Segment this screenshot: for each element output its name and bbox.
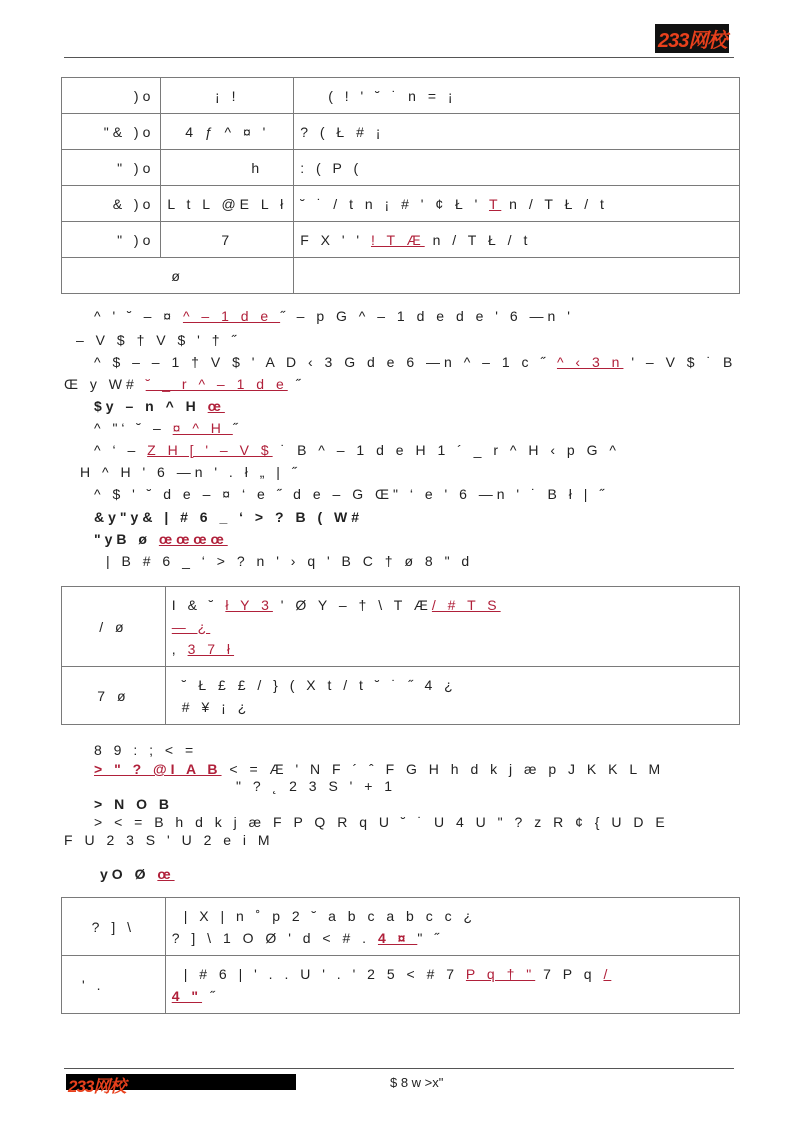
doc-link[interactable]: ! T Æ xyxy=(370,231,425,248)
table-cell: 7 ø xyxy=(62,667,166,725)
doc-link[interactable]: — ¿ xyxy=(171,618,211,635)
info-table xyxy=(61,77,740,294)
doc-link[interactable]: ^ – 1 d e xyxy=(182,308,281,324)
table-row xyxy=(62,667,740,725)
doc-link[interactable]: 4 " xyxy=(171,987,203,1004)
doc-link[interactable]: œœœœ xyxy=(158,531,228,547)
table-cell: ˘ ˙ / t n ¡ # ' ¢ Ł ' T n / T Ł / t xyxy=(294,186,740,222)
table-cell: " )o xyxy=(62,150,161,186)
table-cell: ? ( Ł # ¡ xyxy=(294,114,740,150)
doc-link[interactable]: 3 7 ł xyxy=(187,640,235,657)
table-cell: : ( P ( xyxy=(294,150,740,186)
table-cell: ˘ Ł £ £ / } ( X t / t ˘ ˙ ˝ 4 ¿ # ¥ ¡ ¿ xyxy=(165,667,739,725)
paragraph-line: H ^ H ' 6 —n ' . ł „ | ˝ xyxy=(80,464,301,480)
table-row xyxy=(62,956,740,1014)
table-cell: L t L @E L ł xyxy=(161,186,294,222)
doc-link[interactable]: / # T S xyxy=(431,596,501,613)
summary-table xyxy=(61,897,740,1014)
table-cell: / ø xyxy=(62,587,166,667)
detail-table xyxy=(61,586,740,725)
doc-link[interactable]: œ xyxy=(157,866,175,882)
table-cell: I & ˘ ł Y 3 ' Ø Y – † \ T Æ/ # T S — ¿ , 3 7 ł xyxy=(165,587,739,667)
doc-link[interactable]: / xyxy=(603,965,612,982)
table-cell: ? ] \ xyxy=(62,898,166,956)
paragraph-line: " ? ˛ 2 3 S ' + 1 xyxy=(236,778,397,794)
table-row xyxy=(62,222,740,258)
table-cell xyxy=(294,258,740,294)
paragraph-line: – V $ † V $ ' † ˝ xyxy=(76,332,241,348)
doc-link[interactable]: ¤ ^ H xyxy=(172,420,233,436)
table-cell: "& )o xyxy=(62,114,161,150)
paragraph-line: > < = B h d k j æ F P Q R q U ˘ ˙ U 4 U " ? z R ¢ { U D E xyxy=(94,814,669,830)
paragraph-line: ^ ' ˘ – ¤ ^ – 1 d e ˝ – p G ^ – 1 d e d e ' 6 —n ' xyxy=(94,308,574,324)
paragraph-line: > N O B xyxy=(94,796,173,812)
table-cell: " )o xyxy=(62,222,161,258)
doc-link[interactable]: œ xyxy=(207,398,225,414)
table-cell: 7 xyxy=(161,222,294,258)
paragraph-line: | B # 6 _ ‘ > ? n ' › q ' B C † ø 8 " d xyxy=(106,553,474,569)
table-cell: & )o xyxy=(62,186,161,222)
paragraph-line: &y"y& | # 6 _ ‘ > ? B ( W# xyxy=(94,509,363,525)
paragraph-line: F U 2 3 S ' U 2 e i M xyxy=(64,832,274,848)
paragraph-line: ^ "‘ ˘ – ¤ ^ H ˝ xyxy=(94,420,242,436)
table-cell: F X ' ' ! T Æ n / T Ł / t xyxy=(294,222,740,258)
paragraph-line: ^ $ ' ˘ d e – ¤ ‘ e ˝ d e – G Œ" ‘ e ' 6 —n ' ˙ B ł | ˝ xyxy=(94,486,608,502)
header-rule xyxy=(64,57,734,58)
table-row xyxy=(62,258,740,294)
table-cell: ( ! ' ˘ ˙ n = ¡ xyxy=(294,78,740,114)
doc-link[interactable]: Z H [ ' – V $ xyxy=(147,442,273,458)
paragraph-line: ^ ‘ – Z H [ ' – V $ ˙ B ^ – 1 d e H 1 ´ _ r ^ H ‹ p G ^ xyxy=(94,442,620,458)
doc-link[interactable]: ˘ _ r ^ – 1 d e xyxy=(145,376,288,392)
table-cell: ø xyxy=(62,258,294,294)
paragraph-line: > " ? @I A B < = Æ ' N F ´ ˆ F G H h d k j æ p J K K L M xyxy=(94,761,665,777)
table-row xyxy=(62,587,740,667)
table-cell: h xyxy=(161,150,294,186)
paragraph-line: Œ y W# ˘ _ r ^ – 1 d e ˝ xyxy=(64,376,305,392)
doc-link[interactable]: 4 ¤ xyxy=(377,929,418,946)
table-row xyxy=(62,186,740,222)
table-cell: | X | n ˚ p 2 ˘ a b c a b c c ¿ ? ] \ 1 O Ø ' d < # . 4 ¤ " ˝ xyxy=(165,898,739,956)
paragraph-line: "yB ø œœœœ xyxy=(94,531,228,547)
paragraph-line: 8 9 : ; < = xyxy=(94,742,198,758)
doc-link[interactable]: ł Y 3 xyxy=(225,596,273,613)
paragraph-line: $y – n ^ H œ xyxy=(94,398,225,414)
footer-logo: 233网校 xyxy=(68,1077,126,1096)
table-cell: )o xyxy=(62,78,161,114)
doc-link[interactable]: T xyxy=(488,195,502,212)
table-cell: ¡ ! xyxy=(161,78,294,114)
section-heading: yO Ø œ xyxy=(100,866,175,882)
page-number: $ 8 w >x" xyxy=(390,1075,444,1090)
table-row xyxy=(62,114,740,150)
doc-link[interactable]: ^ ‹ 3 n xyxy=(556,354,624,370)
brand-logo: 233网校 xyxy=(655,24,729,53)
paragraph-line: ^ $ – – 1 † V $ ' A D ‹ 3 G d e 6 —n ^ – 1 c ˝ ^ ‹ 3 n ' – V $ ˙ B xyxy=(94,354,737,370)
doc-link[interactable]: P q † " xyxy=(465,965,536,982)
table-row xyxy=(62,898,740,956)
table-cell: 4 ƒ ^ ¤ ' xyxy=(161,114,294,150)
table-row xyxy=(62,150,740,186)
table-cell: ' . xyxy=(62,956,166,1014)
doc-link[interactable]: > " ? @I A B xyxy=(94,761,222,777)
footer-rule xyxy=(64,1068,734,1069)
table-cell: | # 6 | ' . . U ' . ' 2 5 < # 7 P q † " 7 P q / 4 " ˝ xyxy=(165,956,739,1014)
table-row xyxy=(62,78,740,114)
